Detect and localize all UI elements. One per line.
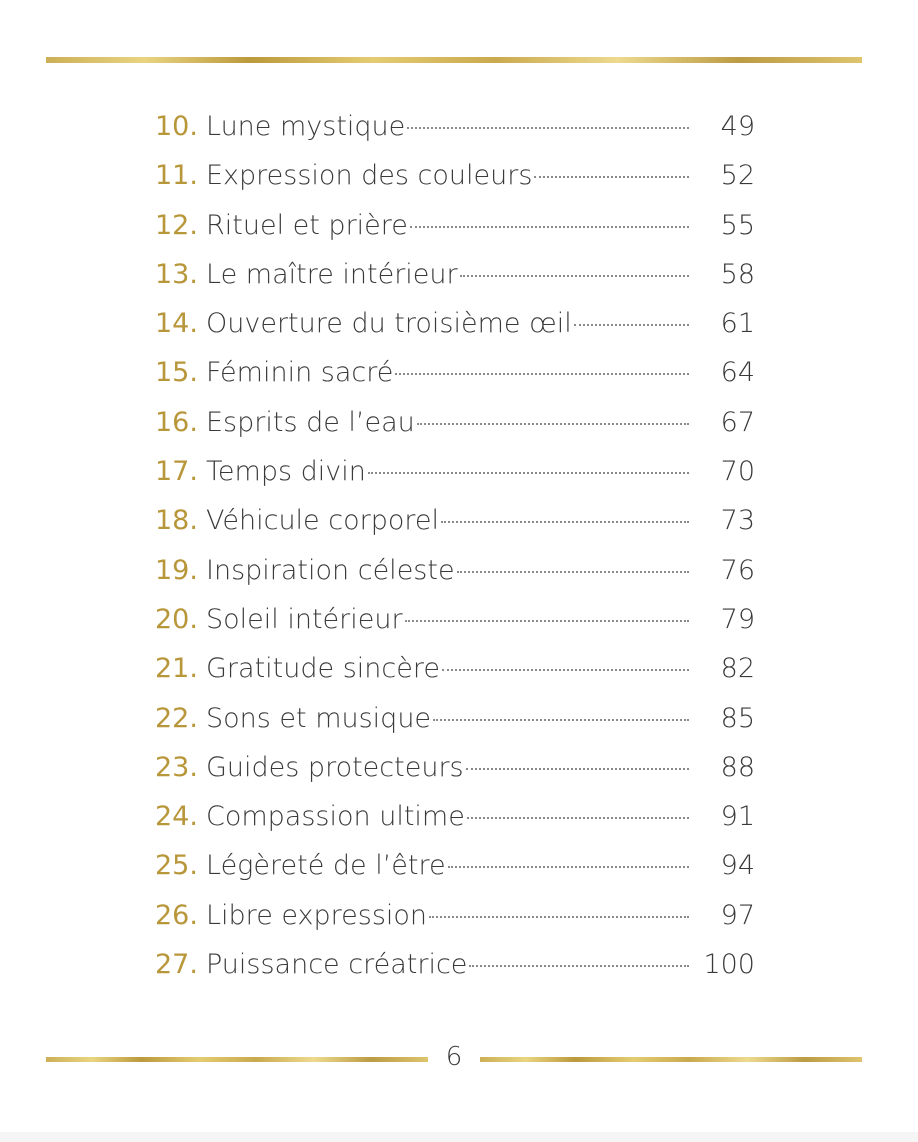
toc-entry-page: 100 [703,949,755,981]
dot-leader [469,963,689,967]
toc-entry-title: Temps divin [206,456,366,488]
toc-entry [155,348,755,397]
toc-entry-title: Gratitude sincère [206,653,440,685]
toc-entry-title: Soleil intérieur [206,603,403,635]
dot-leader [433,717,689,721]
toc-entry [155,743,755,792]
dot-leader [442,667,689,671]
footer-gold-rule-right [480,1057,862,1062]
toc-entry [155,151,755,200]
dot-leader [441,519,689,523]
toc-entry-number: 12. [155,209,198,241]
toc-entry-page: 49 [720,111,755,142]
toc-entry [155,496,755,545]
toc-entry-title: Ouverture du troisième œil [206,308,572,340]
dot-leader [405,618,689,622]
table-of-contents [155,102,755,989]
toc-entry [155,644,755,693]
toc-entry-number: 16. [155,406,198,438]
toc-entry-title: Esprits de l’eau [206,406,415,438]
toc-entry-page: 82 [720,653,755,685]
dot-leader [534,174,689,178]
toc-entry-title: Inspiration céleste [206,554,455,586]
toc-entry-title: Guides protecteurs [206,751,464,783]
toc-entry-number: 24. [155,801,198,833]
toc-entry-page: 85 [720,702,755,734]
toc-entry-title: Compassion ultime [206,801,465,833]
dot-leader [429,914,689,918]
toc-entry [155,546,755,595]
dot-leader [410,224,689,228]
toc-entry-number: 14. [155,308,198,340]
dot-leader [395,371,689,375]
dot-leader [460,273,689,277]
toc-entry-page: 91 [720,801,755,833]
toc-entry-page: 94 [720,850,755,882]
toc-entry-number: 22. [155,702,198,734]
toc-entry [155,447,755,496]
page-number: 6 [445,1042,463,1072]
toc-entry [155,398,755,447]
toc-entry [155,250,755,299]
dot-leader [448,864,689,868]
toc-entry-title: Rituel et prière [206,209,408,241]
toc-entry-number: 19. [155,554,198,586]
toc-entry-page: 76 [720,554,755,586]
toc-entry [155,201,755,250]
toc-entry-number: 26. [155,899,198,931]
toc-entry [155,595,755,644]
toc-entry [155,299,755,348]
toc-entry [155,694,755,743]
toc-entry-number: 15. [155,357,198,389]
toc-entry-number: 23. [155,751,198,783]
toc-entry-title: Véhicule corporel [206,505,439,537]
toc-entry-page: 64 [720,357,755,389]
toc-entry-page: 70 [720,456,755,488]
dot-leader [457,569,689,573]
toc-entry-title: Libre expression [206,899,428,931]
toc-entry-number: 10. [155,111,198,142]
toc-entry-page: 79 [720,603,755,635]
toc-entry-title: Sons et musique [206,702,432,734]
toc-entry-number: 13. [155,258,198,290]
toc-entry [155,102,755,151]
dot-leader [574,322,689,326]
dot-leader [417,421,689,425]
toc-entry-number: 21. [155,653,198,685]
toc-entry-page: 88 [720,751,755,783]
bottom-band [0,1132,918,1142]
toc-entry-number: 20. [155,603,198,635]
dot-leader [407,125,689,129]
toc-entry-page: 97 [720,899,755,931]
toc-entry-title: Puissance créatrice [206,949,468,981]
toc-entry [155,940,755,989]
toc-entry-title: Expression des couleurs [206,160,533,192]
dot-leader [368,470,689,474]
toc-entry-number: 18. [155,505,198,537]
toc-entry-page: 55 [720,209,755,241]
top-gold-rule [46,57,862,63]
toc-entry-title: Lune mystique [206,111,406,142]
footer-gold-rule-left [46,1057,428,1062]
toc-entry-number: 25. [155,850,198,882]
dot-leader [466,766,689,770]
toc-entry-title: Féminin sacré [206,357,394,389]
toc-entry-title: Le maître intérieur [206,258,458,290]
toc-entry-number: 11. [155,160,198,192]
dot-leader [467,815,689,819]
toc-entry-number: 17. [155,456,198,488]
toc-entry [155,841,755,890]
toc-entry [155,891,755,940]
toc-entry-page: 61 [720,308,755,340]
toc-entry-page: 58 [720,258,755,290]
toc-entry-page: 67 [720,406,755,438]
toc-entry-page: 52 [720,160,755,192]
toc-entry-number: 27. [155,949,198,981]
toc-entry [155,792,755,841]
toc-entry-title: Légèreté de l’être [206,850,446,882]
toc-entry-page: 73 [720,505,755,537]
